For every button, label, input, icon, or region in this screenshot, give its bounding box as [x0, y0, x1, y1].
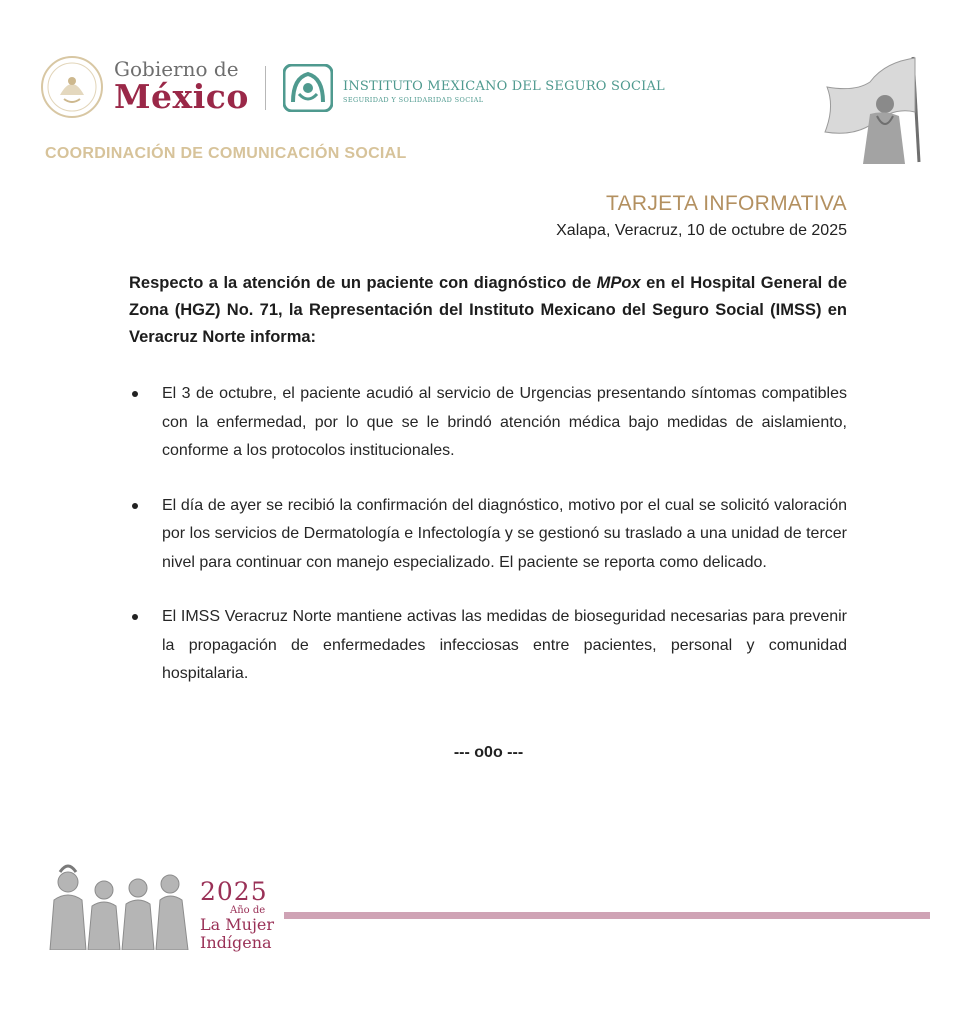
year-sub-label: Año de — [230, 905, 266, 916]
year-line-2: Indígena — [200, 933, 272, 952]
bullet-list — [129, 380, 847, 715]
year-emblem — [200, 878, 274, 952]
national-seal-icon — [40, 55, 104, 119]
closing-mark: --- o0o --- — [453, 744, 524, 761]
logo-divider — [265, 66, 266, 110]
list-item — [129, 603, 847, 689]
document-type: TARJETA INFORMATIVA — [606, 192, 847, 215]
imss-tagline: SEGURIDAD Y SOLIDARIDAD SOCIAL — [343, 96, 484, 104]
coordination-title: COORDINACIÓN DE COMUNICACIÓN SOCIAL — [45, 145, 407, 162]
list-item — [129, 492, 847, 578]
lead-text-end: en el Hospital General de Zona (HGZ) No. 71, la Representación del Instituto Mexicano del Seguro Social (IMSS) en Veracruz Norte informa: — [129, 274, 847, 346]
lead-paragraph — [129, 270, 847, 351]
list-item — [129, 380, 847, 466]
bullet-text: El IMSS Veracruz Norte mantiene activas las medidas de bioseguridad necesarias para prevenir la propagación de enfermedades infecciosas entre pacientes, personal y comunidad hospitalaria. — [162, 608, 847, 682]
bullet-text: El 3 de octubre, el paciente acudió al servicio de Urgencias presentando síntomas compatibles con la enfermedad, por lo que se le brindó atención médica bajo medidas de aislamiento, conforme a los protocolos institucionales. — [162, 385, 847, 459]
flag-woman-illustration — [815, 52, 933, 167]
imss-name: INSTITUTO MEXICANO DEL SEGURO SOCIAL — [343, 79, 665, 94]
bullet-text: El día de ayer se recibió la confirmación del diagnóstico, motivo por el cual se solicitó valoración por los servicios de Dermatología e Infectología y se gestionó su traslado a una unidad de tercer nivel para continuar con manejo especializado. El paciente se reporta como delicado. — [162, 496, 847, 571]
footer-divider-bar — [284, 912, 930, 919]
bullet-icon — [132, 614, 138, 620]
imss-logo-icon — [283, 64, 333, 112]
bullet-icon — [132, 503, 138, 509]
mexico-label: México — [114, 77, 249, 116]
lead-emphasis: MPox — [596, 274, 641, 292]
lead-text-start: Respecto a la atención de un paciente con diagnóstico de — [129, 274, 597, 292]
gobierno-mexico-logo — [114, 58, 249, 114]
indigenous-women-illustration — [46, 860, 196, 950]
gobierno-label: Gobierno de — [114, 57, 239, 81]
year-label: 2025 — [200, 877, 268, 906]
imss-logo-text — [343, 79, 665, 104]
place-date: Xalapa, Veracruz, 10 de octubre de 2025 — [556, 222, 847, 239]
bullet-icon — [132, 391, 138, 397]
year-line-1: La Mujer — [200, 915, 275, 934]
